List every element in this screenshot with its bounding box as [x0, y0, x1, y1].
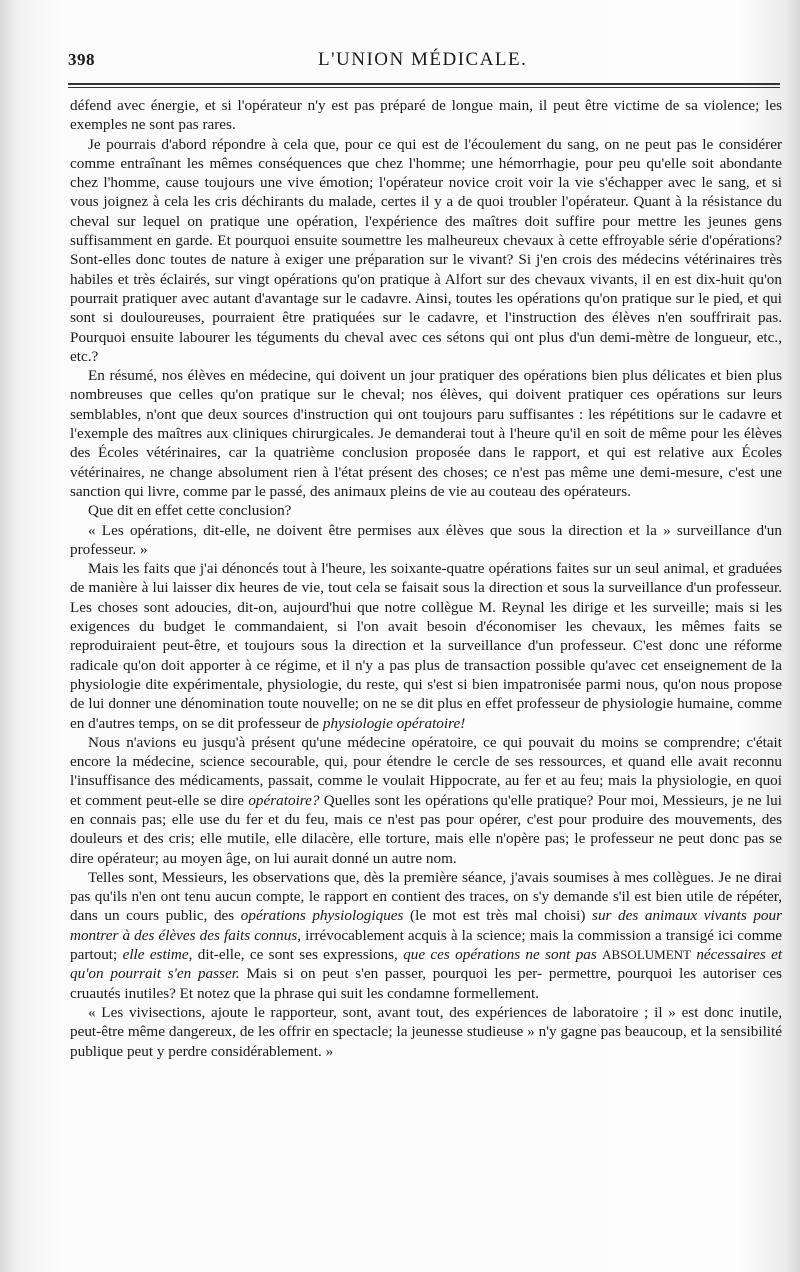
paragraph: [70, 868, 782, 1003]
header-rule: [68, 83, 780, 88]
italic-text: opérations physiologiques: [240, 907, 404, 925]
paragraph: [70, 733, 782, 868]
italic-text: opératoire?: [248, 791, 320, 809]
paragraph-text: irrévocablement acquis à la science; mais la commission a transigé ici comme partout;: [70, 926, 782, 964]
paragraph-text: Telles sont, Messieurs, les observations que, dès la première séance, j'avais soumises à mes collègues. Je ne dirai pas qu'ils n'en ont tenu aucun compte, le rapport en contient des traces, on s'y demande s'il est bien utile de répéter, dans un cours public, des: [70, 868, 782, 925]
paragraph-text: Quelles sont les opérations qu'elle pratique? Pour moi, Messieurs, je ne lui en connais pas; elle use du fer et du feu, mais ce n'est pas pour opérer, c'est pour produire des mouvements, des douleurs et des cris; elle mutile, elle dilacère, elle torture, mais elle n'opère pas; le professeur ne peut donc pas se dire opérateur; au moyen âge, on lui aurait donné un autre nom.: [70, 791, 782, 867]
paragraph-text: Mais les faits que j'ai dénoncés tout à l'heure, les soixante-quatre opérations faites sur un seul animal, et graduées de manière à lui laisser dix heures de vie, tout cela se faisait sous la direction et sous la surveillance d'un professeur. Les choses sont adoucies, dit-on, aujourd'hui que notre collègue M. Reynal les dirige et les surveille; mais si les exigences du budget le commandaient, si l'on avait besoin d'économiser les chevaux, les mêmes faits se reproduiraient peut-être, et toujours sous la direction et la surveillance d'un professeur. C'est donc une réforme radicale qu'on doit apporter à ce régime, et il n'y a pas plus de transaction possible qu'avec cet enseignement de la physiologie dite expérimentale, physiologie, du reste, qui s'est si bien impatronisée parmi nous, qu'on nous propose de lui donner une dénomination toute nouvelle; on ne se dit plus en effet professeur de physiologie humaine, comme en d'autres temps, on se dit professeur de: [70, 560, 782, 732]
paragraph: Je pourrais d'abord répondre à cela que, pour ce qui est de l'écoulement du sang, on ne peut pas le considérer comme entraînant les mêmes conséquences que chez l'homme; une hémorrhagie, pour peu qu'elle soit abondante chez l'homme, cause toujours une vive émotion; l'opérateur novice croit voir la vie s'échapper avec le sang, et si vous joignez à cela les cris déchirants du malade, certes il y a de quoi troubler l'opérateur. Quant à la résistance du cheval sur lequel on pratique une opération, l'expérience des maîtres doit suffire pour mettre les jeunes gens suffisamment en garde. Et pourquoi ensuite soumettre les malheureux chevaux à cette effroyable série d'opérations? Sont-elles donc toutes de nature à exiger une préparation sur le vivant? Si j'en crois des médecins vétérinaires très habiles et très éclairés, sur vingt opérations qu'on pratique à Alfort sur des chevaux vivants, il en est dix-huit qu'on pourrait pratiquer avec autant d'avantage sur le cadavre. Ainsi, toutes les opérations qu'on pratique sur le pied, et qui sont si douloureuses, pourraient être pratiquées sur le cadavre, et l'instruction des élèves n'en souffrirait pas. Pourquoi ensuite labourer les téguments du cheval avec ces sétons qui ont plus d'un demi-mètre de longueur, etc., etc.?: [70, 135, 782, 365]
article-body: [70, 96, 782, 1256]
quotation: « Les opérations, dit-elle, ne doivent être permises aux élèves que sous la direction et la » surveillance d'un professeur. »: [70, 521, 782, 558]
paragraph: Que dit en effet cette conclusion?: [88, 502, 292, 520]
italic-text: nécessaires et qu'on pourrait s'en passer.: [70, 946, 783, 983]
page-header: [68, 44, 770, 74]
page-number: 398: [68, 50, 95, 69]
italic-text: elle estime,: [122, 946, 193, 964]
paragraph-text: (le mot est très mal choisi): [410, 907, 586, 925]
italic-text: sur des animaux vivants pour montrer à des élèves des faits connus,: [70, 907, 783, 944]
italic-text: physiologie opératoire!: [322, 714, 466, 732]
paragraph: défend avec énergie, et si l'opérateur n'y est pas préparé de longue main, il peut être victime de sa violence; les exemples ne sont pas rares.: [70, 97, 782, 134]
italic-text: que ces opérations ne sont pas: [403, 946, 597, 964]
paragraph-text: Nous n'avions eu jusqu'à présent qu'une médecine opératoire, ce qui pouvait du moins se comprendre; c'était encore la médecine, science secourable, qui, pour étendre le cercle de ses ressources, et quand elle avait reconnu l'insuffisance des médicaments, passait, comme le voulait Hippocrate, au fer et au feu; mais la physiologie, en quoi et comment peut-elle se dire: [70, 733, 782, 809]
paragraph-text: dit-elle, ce sont ses expressions,: [197, 946, 398, 964]
paragraph-text: Mais si on peut s'en passer, pourquoi les per- permettre, pourquoi les autoriser ces cruautés inutiles? Et notez que la phrase qui suit les condamne formellement.: [70, 965, 782, 1002]
running-title: L'UNION MÉDICALE.: [318, 49, 528, 70]
quotation: « Les vivisections, ajoute le rapporteur, sont, avant tout, des expériences de laboratoire ; il » est donc inutile, peut-être même dangereux, de les offrir en spectacle; la jeunesse studieuse » n'y gagne pas beaucoup, et la sensibilité publique peut y perdre considérablement. »: [70, 1003, 782, 1060]
small-caps-text: ABSOLUMENT: [602, 947, 691, 963]
paragraph: En résumé, nos élèves en médecine, qui doivent un jour pratiquer des opérations bien plus délicates et bien plus nombreuses que celles qu'on pratique sur le cheval; nos élèves, qui doivent pratiquer ces opérations sur leurs semblables, n'ont que deux sources d'instruction qui ont toujours paru suffisantes : les répétitions sur le cadavre et l'exemple des maîtres aux cliniques chirurgicales. Je demanderai tout à l'heure qu'il en soit de même pour les élèves des Écoles vétérinaires, car la quatrième conclusion proposée dans le rapport, et qui est relative aux Écoles vétérinaires, ne change absolument rien à l'état présent des choses; ce n'est pas même une demi-mesure, c'est une sanction qui livre, comme par le passé, des animaux pleins de vie au couteau des opérateurs.: [70, 367, 782, 500]
paragraph: [70, 559, 782, 733]
